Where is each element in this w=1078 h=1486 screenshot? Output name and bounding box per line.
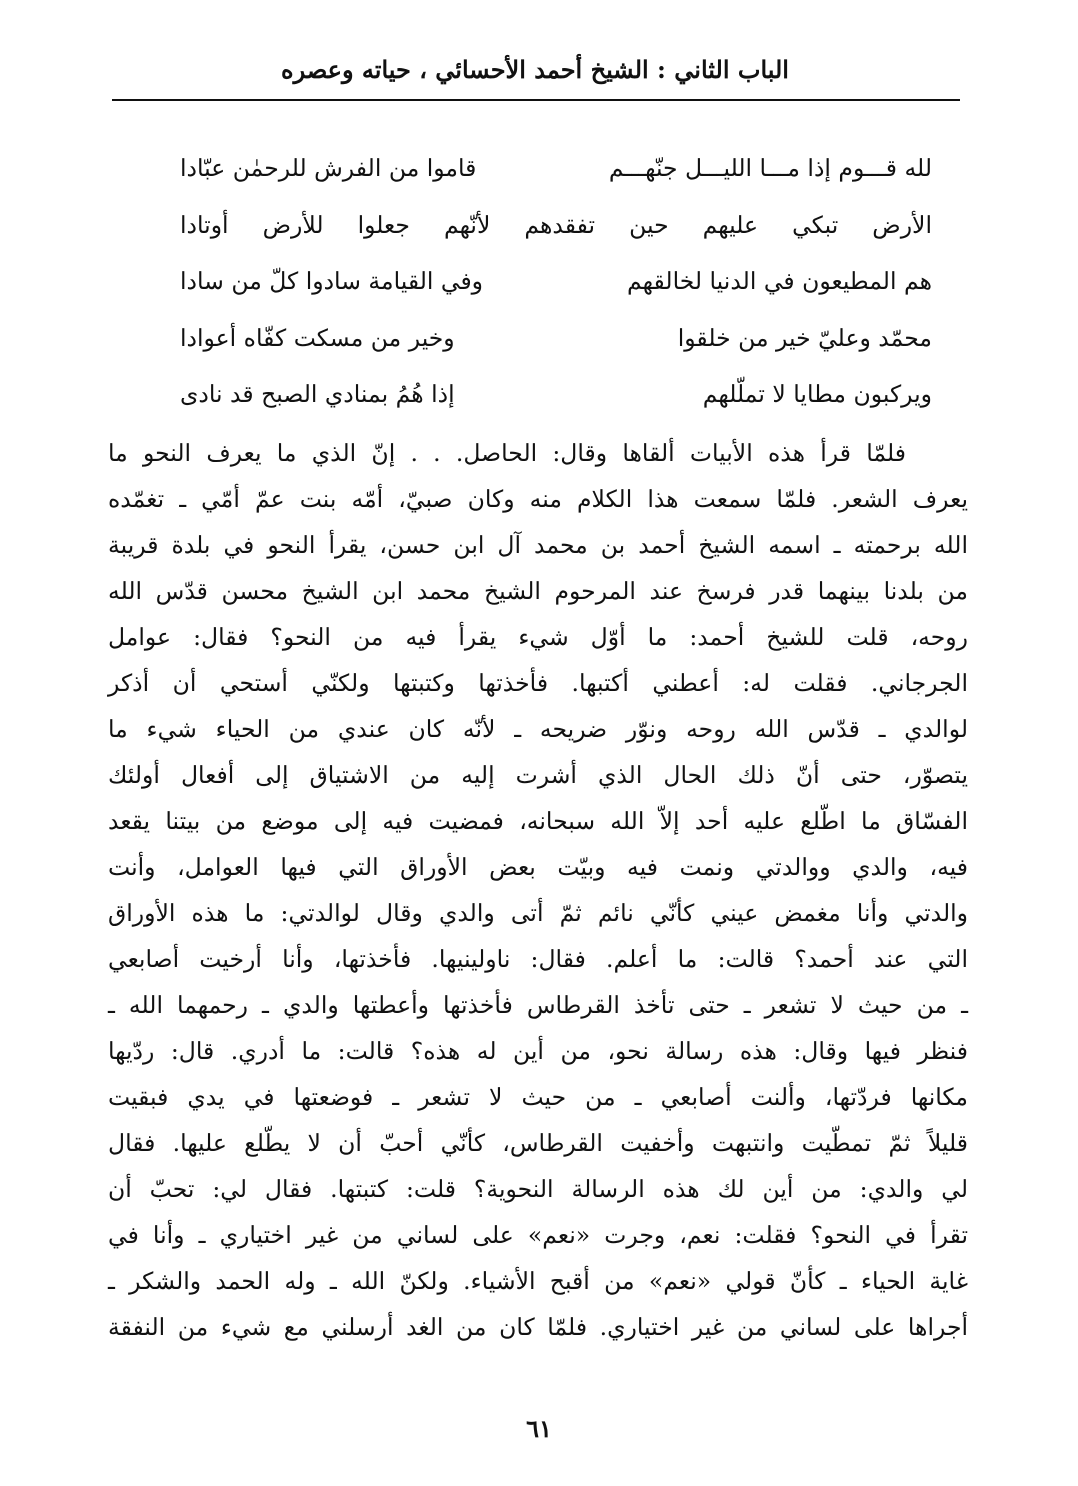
prose-line: الجرجاني. فقلت له: أعطني أكتبها. فأخذتها وكتبتها ولكنّي أستحي أن أذكر xyxy=(108,669,968,697)
verse-first-hemistich: هم المطيعون في الدنيا لخالقهم xyxy=(627,267,932,295)
prose-line: مكانها فردّتها، وألنت أصابعي ـ من حيث لا تشعر ـ فوضعتها في يدي فبقيت xyxy=(108,1083,968,1111)
verse-first-hemistich: محمّد وعليّ خير من خلقوا xyxy=(677,323,932,352)
prose-line: يتصوّر، حتى أنّ ذلك الحال الذي أشرت إليه من الاشتياق إلى أفعال أولئك xyxy=(108,761,968,789)
prose-line: من بلدنا بينهما قدر فرسخ عند المرحوم الشيخ محمد ابن الشيخ محسن قدّس الله xyxy=(108,577,968,605)
prose-line: الله برحمته ـ اسمه الشيخ أحمد بن محمد آل ابن حسن، يقرأ النحو في بلدة قريبة xyxy=(108,531,968,559)
verse-full-line: الأرض تبكي عليهم حين تفقدهم لأنّهم جعلوا للأرض أوتادا xyxy=(180,210,932,239)
poem-verse xyxy=(180,310,932,367)
page-number: ٦١ xyxy=(526,1414,552,1443)
prose-line: تقرأ في النحو؟ فقلت: نعم، وجرت «نعم» على لساني من غير اختياري ـ وأنا في xyxy=(108,1221,968,1249)
prose-line: ـ من حيث لا تشعر ـ حتى تأخذ القرطاس فأخذتها وأعطتها والدي ـ رحمهما الله ـ xyxy=(108,991,968,1019)
poem-verse xyxy=(180,140,932,197)
prose-line: روحه، قلت للشيخ أحمد: ما أوّل شيء يقرأ فيه من النحو؟ فقال: عوامل xyxy=(108,623,968,651)
header-rule xyxy=(112,99,960,101)
prose-line: يعرف الشعر. فلمّا سمعت هذا الكلام منه وكان صبيّ، أمّه بنت عمّ أمّي ـ تغمّده xyxy=(108,485,968,513)
poem-verse xyxy=(180,366,932,423)
prose-line: الفسّاق ما اطّلع عليه أحد إلاّ الله سبحانه، فمضيت فيه إلى موضع من بيتنا يقعد xyxy=(108,807,968,835)
prose-line: فنظر فيها وقال: هذه رسالة نحو، من أين له هذه؟ قالت: ما أدري. قال: ردّيها xyxy=(108,1037,968,1065)
verse-second-hemistich: وخير من مسكت كفّاه أعوادا xyxy=(180,323,455,352)
verse-first-hemistich: لله قـــوم إذا مـــا الليـــل جنّهـــم xyxy=(608,154,932,182)
prose-line: لوالدي ـ قدّس الله روحه ونوّر ضريحه ـ لأنّه كان عندي من الحياء شيء ما xyxy=(108,715,968,743)
verse-second-hemistich: قاموا من الفرش للرحمٰن عبّادا xyxy=(180,154,477,182)
prose-line: فيه، والدي ووالدتي ونمت فيه وبيّت بعض الأوراق التي فيها العوامل، وأنت xyxy=(108,853,968,881)
prose-paragraph xyxy=(108,430,968,1350)
running-header: الباب الثاني : الشيخ أحمد الأحسائي ، حياته وعصره xyxy=(281,55,789,84)
prose-line: أجراها على لساني من غير اختياري. فلمّا كان من الغد أرسلني مع شيء من النفقة xyxy=(108,1313,968,1341)
verse-second-hemistich: وفي القيامة سادوا كلّ من سادا xyxy=(180,267,484,295)
poem-verse xyxy=(180,253,932,310)
verse-second-hemistich: إذا هُمُ بمنادي الصبح قد نادى xyxy=(180,380,455,408)
prose-line: لي والدي: من أين لك هذه الرسالة النحوية؟ قلت: كتبتها. فقال لي: تحبّ أن xyxy=(108,1175,968,1203)
prose-line: التي عند أحمد؟ قالت: ما أعلم. فقال: ناولينيها. فأخذتها، وأنا أرخيت أصابعي xyxy=(108,945,968,973)
poem-block xyxy=(180,140,932,423)
prose-line: فلمّا قرأ هذه الأبيات ألقاها وقال: الحاصل. . . إنّ الذي ما يعرف النحو ما xyxy=(108,439,906,467)
prose-line: قليلاً ثمّ تمطّيت وانتبهت وأخفيت القرطاس، كأنّي أحبّ أن لا يطّلع عليها. فقال xyxy=(108,1129,968,1157)
poem-verse xyxy=(180,197,932,254)
verse-first-hemistich: ويركبون مطايا لا تملّلهم xyxy=(702,380,932,408)
prose-line: والدتي وأنا مغمض عيني كأنّي نائم ثمّ أتى والدي وقال لوالدتي: ما هذه الأوراق xyxy=(108,899,968,927)
prose-line: غاية الحياء ـ كأنّ قولي «نعم» من أقبح الأشياء. ولكنّ الله ـ وله الحمد والشكر ـ xyxy=(108,1267,968,1295)
